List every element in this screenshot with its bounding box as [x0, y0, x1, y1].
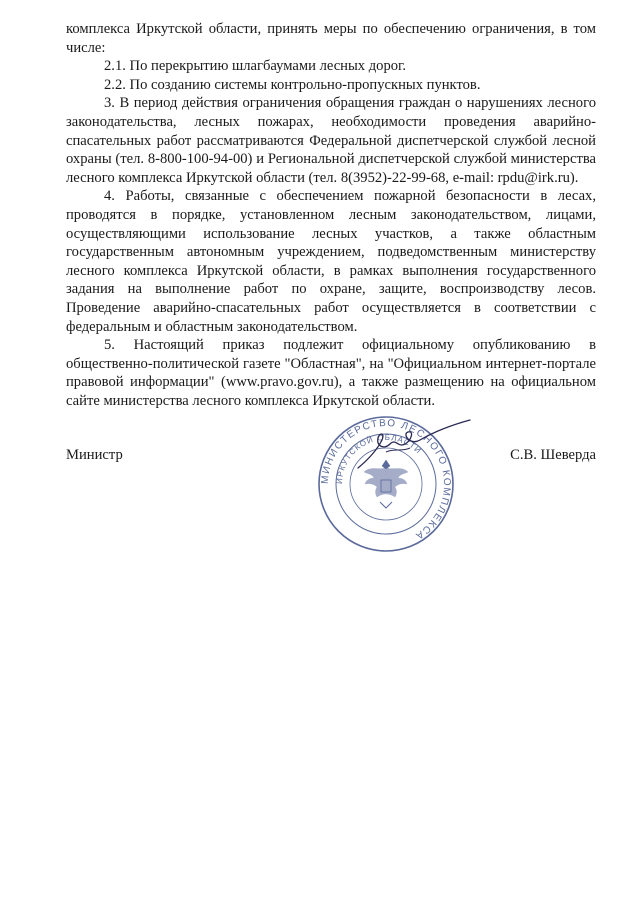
- seal-inner-text: ИРКУТСКОЙ ОБЛАСТИ: [334, 432, 424, 485]
- paragraph-continuation: комплекса Иркутской области, принять меры по обеспечению ограничения, в том числе:: [66, 21, 596, 56]
- paragraph-5: 5. Настоящий приказ подлежит официальному опубликованию в общественно-политической газете "Областная", на "Официальном интернет-портале правовой информации" (www.pravo.gov.ru), а также размещению на официальном сайте министерства лесного комплекса Иркутской области.: [66, 337, 596, 409]
- paragraph-4: 4. Работы, связанные с обеспечением пожарной безопасности в лесах, проводятся в порядке, установленном лесным законодательством, лицами, осуществляющими использование лесных участков, а также областным государственным автономным учреждением, подведомственным министерству лесного комплекса Иркутской области, в рамках выполнения государственного задания на выполнение работ по охране, защите, воспроизводству лесов. Проведение аварийно-спасательных работ осуществляется в соответствии с федеральным и областным законодательством.: [66, 188, 596, 335]
- signatory-name: С.В. Шеверда: [510, 447, 596, 463]
- signatory-title: Министр: [66, 447, 123, 463]
- signature-row: [66, 446, 596, 472]
- seal-outer-text: МИНИСТЕРСТВО ЛЕСНОГО КОМПЛЕКСА: [319, 417, 453, 542]
- document-body: [66, 20, 596, 410]
- paragraph-2-1: 2.1. По перекрытию шлагбаумами лесных дорог.: [104, 58, 407, 75]
- paragraph-3: 3. В период действия ограничения обращения граждан о нарушениях лесного законодательства, лесных пожарах, необходимости проведения аварийно-спасательных работ рассматриваются Федеральной диспетчерской службой лесной охраны (тел. 8-800-100-94-00) и Региональной диспетчерской службой министерства лесного комплекса Иркутской области (тел. 8(3952)-22-99-68, e-mail: rpdu@irk.ru).: [66, 95, 596, 186]
- paragraph-2-2: 2.2. По созданию системы контрольно-пропускных пунктов.: [104, 76, 481, 93]
